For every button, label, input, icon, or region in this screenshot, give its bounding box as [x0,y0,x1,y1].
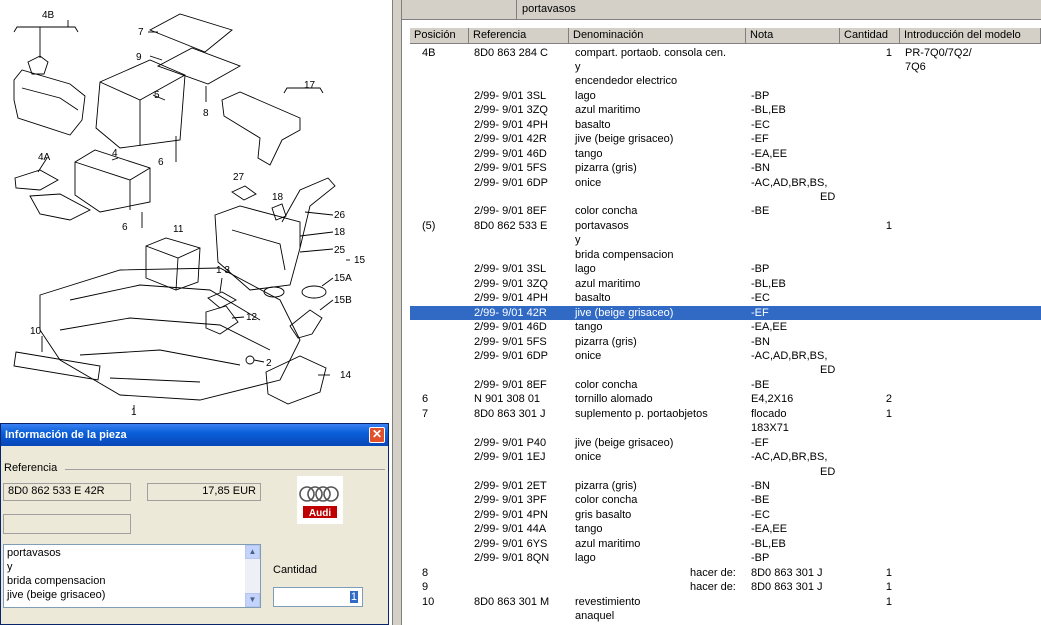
table-row[interactable] [410,248,1041,263]
cell-den: pizarra (gris) [575,162,637,175]
group-divider [65,469,385,470]
cell-nota: -EF [751,436,769,449]
callout-27: 27 [233,172,245,183]
cell-pos: 6 [422,393,429,406]
cell-cant: 1 [885,566,892,579]
cell-ref: 2/99- 9/01 3ZQ [474,104,548,117]
cell-ref: 2/99- 9/01 3SL [474,89,547,102]
cell-nota: -EA,EE [751,321,788,334]
cell-ref: 2/99- 9/01 3ZQ [474,277,548,290]
cell-nota: -BE [751,205,770,218]
callout-6: 6 [158,157,164,168]
panel-splitter[interactable] [392,0,402,625]
reference-field: 8D0 862 533 E 42R [3,483,131,501]
cell-nota: -BL,EB [751,537,786,550]
table-row[interactable] [410,219,1041,234]
cell-nota: -BP [751,89,770,102]
dialog-title: Información de la pieza [5,429,127,441]
table-row[interactable] [410,233,1041,248]
description-line: portavasos [7,547,61,559]
cell-den: lago [575,89,596,102]
cell-den: lago [575,263,596,276]
cell-den: hacer de: [690,581,736,594]
blank-field [3,514,131,534]
cell-ref: 2/99- 9/01 42R [474,306,547,319]
cell-nota: -BE [751,494,770,507]
cell-cant: 1 [885,219,892,232]
cell-nota: -BL,EB [751,104,786,117]
cell-pos: (5) [422,219,436,232]
table-row[interactable] [410,392,1041,407]
callout-26: 26 [334,210,346,221]
table-row[interactable] [410,595,1041,610]
callout-7: 7 [138,27,144,38]
cell-den: tango [575,321,603,334]
cell-pos: 4B [422,46,436,59]
table-row[interactable] [410,537,1041,552]
cell-ref: 2/99- 9/01 2ET [474,480,547,492]
cell-den: onice [575,349,602,362]
cell-ref: 2/99- 9/01 8QN [474,552,550,565]
table-row[interactable] [410,103,1041,118]
cell-nota: -AC,AD,BR,BS, [751,176,828,189]
table-row[interactable] [410,60,1041,75]
cell-intro: PR-7Q0/7Q2/ [905,46,972,59]
description-line: jive (beige grisaceo) [7,589,106,601]
callout-9: 9 [136,52,142,63]
cell-den: color concha [575,494,638,507]
selection-header [402,0,1041,20]
close-icon[interactable]: ✕ [369,427,385,443]
callout-4: 4 [112,148,118,159]
cell-den: lago [575,552,596,565]
parts-table[interactable] [410,28,1041,625]
cell-nota: flocado [751,407,787,420]
callout-6b: 6 [122,222,128,233]
column-header-cantidad[interactable]: Cantidad [840,28,900,44]
cell-ref: 2/99- 9/01 44A [474,523,547,536]
table-row[interactable] [410,508,1041,523]
cell-nota: ED [820,364,836,377]
cell-ref: 2/99- 9/01 3PF [474,494,547,507]
column-header-posicion[interactable]: Posición [410,28,469,44]
cell-den: azul maritimo [575,537,641,550]
cell-nota: -EA,EE [751,523,788,536]
table-row[interactable] [410,176,1041,191]
table-row[interactable] [410,161,1041,176]
cell-den: y [575,60,581,73]
cell-den: jive (beige grisaceo) [575,436,674,449]
callout-17: 17 [304,80,316,91]
table-row[interactable] [410,320,1041,335]
callout-4a: 4A [38,152,51,163]
cell-ref: 2/99- 9/01 5FS [474,335,547,348]
cell-ref: 2/99- 9/01 8EF [474,205,547,218]
description-scrollbar[interactable] [245,545,260,607]
table-row[interactable] [410,132,1041,147]
cell-den: pizarra (gris) [575,480,637,492]
cell-den: tango [575,147,603,160]
description-line: y [7,561,13,573]
cell-ref: 2/99- 9/01 42R [474,133,547,146]
cell-nota: -AC,AD,BR,BS, [751,451,828,464]
table-row[interactable] [410,46,1041,61]
cell-nota: -BN [751,162,770,175]
callout-18a: 18 [272,192,284,203]
cell-ref: 2/99- 9/01 1EJ [474,451,546,464]
table-row[interactable] [410,465,1041,480]
table-row[interactable] [410,363,1041,378]
cell-den: basalto [575,118,611,131]
cell-cant: 1 [885,407,892,420]
callout-14: 14 [340,370,352,381]
cell-den: gris basalto [575,508,632,521]
cell-nota: ED [820,465,836,478]
callout-8: 8 [203,108,209,119]
description-line: brida compensacion [7,575,106,587]
callout-13: 1 3 [216,265,230,276]
cell-nota: ED [820,191,836,203]
table-row[interactable] [410,551,1041,566]
cell-nota: -EC [751,508,770,521]
callout-5: 5 [154,90,160,101]
cell-ref: 8D0 863 301 M [474,595,550,608]
cell-nota: -BL,EB [751,277,786,290]
column-header-referencia[interactable]: Referencia [469,28,569,44]
cell-ref: 2/99- 9/01 4PH [474,292,548,305]
quantity-label: Cantidad [273,564,318,576]
callout-4b: 4B [42,10,55,21]
reference-group-label: Referencia [4,462,58,474]
quantity-input[interactable] [273,587,363,607]
cell-cant: 1 [885,581,892,594]
cell-ref: 2/99- 9/01 4PH [474,118,548,131]
cell-den: anaquel [575,610,615,623]
cell-nota: -BN [751,480,770,492]
callout-15: 15 [354,255,366,266]
cell-ref: 8D0 863 284 C [474,46,548,59]
cell-den: compart. portaob. consola cen. [575,46,727,59]
table-row[interactable] [410,421,1041,436]
price-field: 17,85 EUR [147,483,261,501]
table-row[interactable] [410,335,1041,350]
cell-nota: -BP [751,552,770,565]
cell-nota: 8D0 863 301 J [751,581,823,594]
cell-den: basalto [575,292,611,305]
table-row[interactable] [410,89,1041,104]
callout-15b: 15B [334,295,352,306]
scroll-down-icon[interactable]: ▼ [245,593,260,607]
table-row[interactable] [410,74,1041,89]
table-row[interactable] [410,566,1041,581]
callout-1: 1 [131,407,137,418]
table-row[interactable] [410,450,1041,465]
cell-ref: 2/99- 9/01 6DP [474,176,548,189]
cell-den: hacer de: [690,566,736,579]
cell-den: onice [575,176,602,189]
cell-ref: 8D0 862 533 E [474,219,548,232]
cell-nota: -EC [751,118,770,131]
quantity-value: 1 [350,591,357,603]
cell-pos: 8 [422,566,429,579]
scroll-up-icon[interactable]: ▲ [245,545,260,559]
cell-nota: -BE [751,378,770,391]
cell-intro: 7Q6 [905,60,926,73]
callout-11: 11 [173,224,184,235]
cell-den: azul maritimo [575,104,641,117]
cell-nota: -EA,EE [751,147,788,160]
header-divider [516,0,517,20]
cell-ref: 2/99- 9/01 5FS [474,162,547,175]
callout-12: 12 [246,312,258,323]
cell-den: suplemento p. portaobjetos [575,407,708,420]
logo-text: Audi [308,508,332,519]
cell-den: tornillo alomado [575,393,653,406]
cell-ref: 2/99- 9/01 3SL [474,263,547,276]
cell-ref: 2/99- 9/01 46D [474,147,547,160]
cell-nota: 8D0 863 301 J [751,566,823,579]
cell-den: onice [575,451,602,464]
table-row[interactable] [410,609,1041,624]
cell-cant: 2 [885,393,892,406]
cell-den: jive (beige grisaceo) [575,306,674,319]
cell-den: brida compensacion [575,248,674,261]
audi-rings-icon [297,476,343,524]
table-row[interactable] [410,493,1041,508]
dialog-title-bar[interactable] [1,424,388,446]
cell-den: color concha [575,378,638,391]
exploded-view-drawing [0,0,392,425]
table-row[interactable] [410,190,1041,205]
table-row[interactable] [410,349,1041,364]
table-row[interactable] [410,262,1041,277]
cell-nota: -EC [751,292,770,305]
cell-ref: 2/99- 9/01 P40 [474,436,547,449]
cell-den: color concha [575,205,638,218]
table-row[interactable] [410,580,1041,595]
cell-ref: 2/99- 9/01 8EF [474,378,547,391]
cell-pos: 7 [422,407,429,420]
callout-15a: 15A [334,273,352,284]
table-row[interactable] [410,204,1041,219]
table-row[interactable] [410,277,1041,292]
cell-ref: 8D0 863 301 J [474,407,546,420]
audi-logo [297,476,343,524]
cell-den: pizarra (gris) [575,335,637,348]
column-header-denominacion[interactable]: Denominación [569,28,746,44]
column-header-nota[interactable]: Nota [746,28,840,44]
cell-nota: -EF [751,306,769,319]
callout-2: 2 [266,358,272,369]
cell-nota: -EF [751,133,769,146]
cell-pos: 9 [422,581,429,594]
parts-list-panel [402,0,1041,625]
cell-nota: 183X71 [751,422,789,435]
cell-cant: 1 [885,595,892,608]
description-textarea[interactable] [3,544,261,608]
cell-den: revestimiento [575,595,641,608]
table-row[interactable] [410,147,1041,162]
cell-nota: -BP [751,263,770,276]
cell-den: azul maritimo [575,277,641,290]
cell-ref: 2/99- 9/01 6YS [474,537,548,550]
cell-ref: 2/99- 9/01 4PN [474,508,548,521]
cell-nota: E4,2X16 [751,393,794,406]
table-row[interactable] [410,118,1041,133]
cell-ref: 2/99- 9/01 6DP [474,349,548,362]
callout-10: 10 [30,326,42,337]
column-header-introduccion[interactable]: Introducción del modelo [900,28,1041,44]
table-row[interactable] [410,291,1041,306]
cell-den: tango [575,523,603,536]
cell-den: encendedor electrico [575,75,678,88]
cell-ref: 2/99- 9/01 46D [474,321,547,334]
callout-25: 25 [334,245,346,256]
cell-den: portavasos [575,219,629,232]
table-row[interactable] [410,522,1041,537]
cell-nota: -AC,AD,BR,BS, [751,349,828,362]
cell-den: y [575,234,581,247]
table-row[interactable] [410,306,1041,321]
cell-pos: 10 [422,595,435,608]
selected-part-title: portavasos [522,3,576,15]
callout-18b: 18 [334,227,346,238]
part-info-dialog [0,423,389,625]
table-row[interactable] [410,378,1041,393]
cell-nota: -BN [751,335,770,348]
table-row[interactable] [410,479,1041,494]
table-row[interactable] [410,407,1041,422]
table-row[interactable] [410,436,1041,451]
cell-ref: N 901 308 01 [474,393,541,406]
cell-cant: 1 [885,46,892,59]
cell-den: jive (beige grisaceo) [575,133,674,146]
